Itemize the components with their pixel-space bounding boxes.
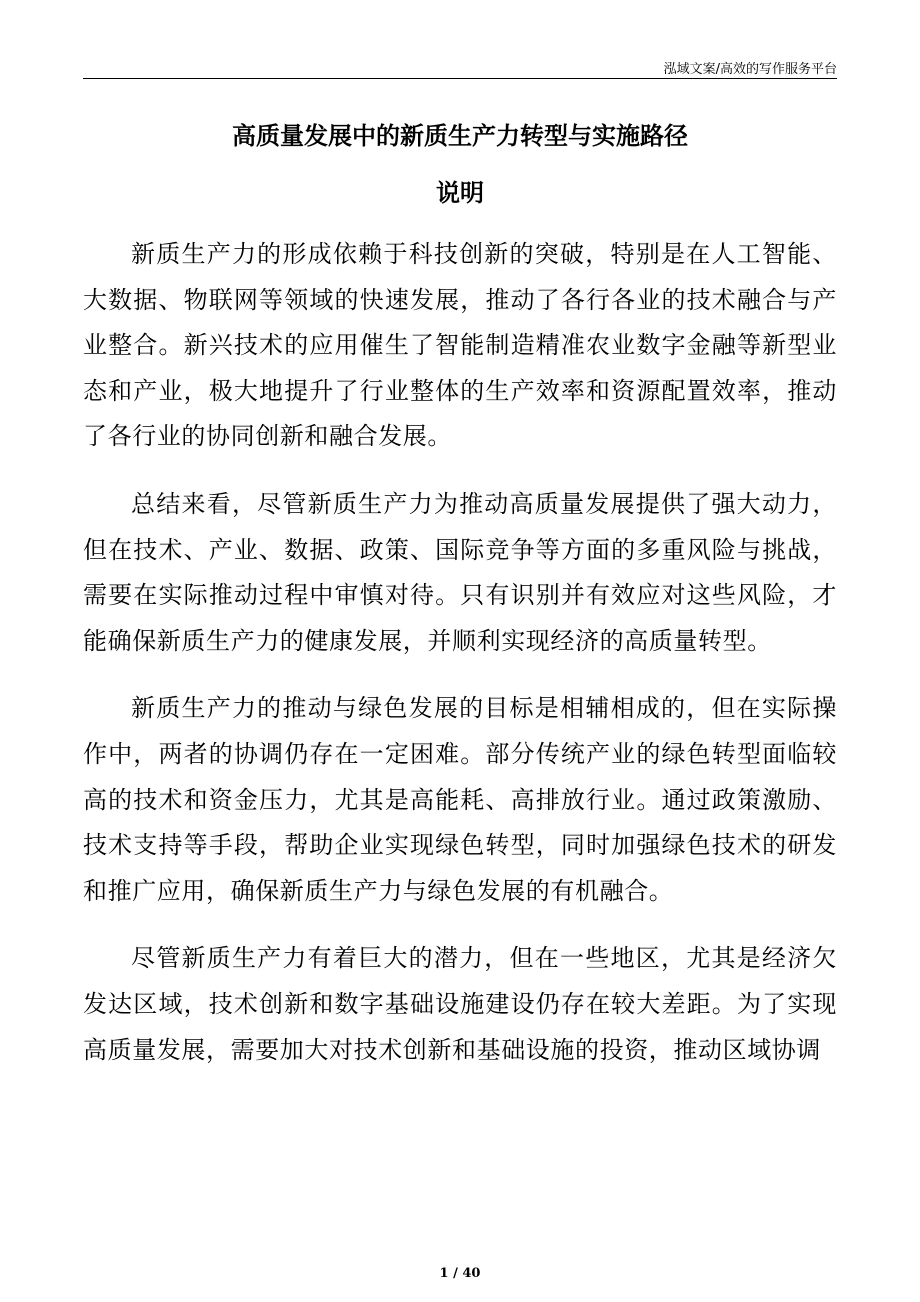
body-paragraph: 新质生产力的形成依赖于科技创新的突破，特别是在人工智能、大数据、物联网等领域的快速发展，推动了各行各业的技术融合与产业整合。新兴技术的应用催生了智能制造精准农业数字金融等新型业态和产业，极大地提升了行业整体的生产效率和资源配置效率，推动了各行业的协同创新和融合发展。	[83, 240, 837, 451]
body-paragraph: 总结来看，尽管新质生产力为推动高质量发展提供了强大动力，但在技术、产业、数据、政策、国际竞争等方面的多重风险与挑战，需要在实际推动过程中审慎对待。只有识别并有效应对这些风险，才能确保新质生产力的健康发展，并顺利实现经济的高质量转型。	[83, 489, 837, 655]
section-heading: 说明	[436, 179, 484, 207]
header-divider	[83, 78, 837, 79]
header-brand-text: 泓域文案/高效的写作服务平台	[663, 62, 837, 77]
document-title: 高质量发展中的新质生产力转型与实施路径	[232, 122, 688, 150]
document-body	[83, 232, 837, 1095]
body-paragraph: 新质生产力的推动与绿色发展的目标是相辅相成的，但在实际操作中，两者的协调仍存在一定困难。部分传统产业的绿色转型面临较高的技术和资金压力，尤其是高能耗、高排放行业。通过政策激励、技术支持等手段，帮助企业实现绿色转型，同时加强绿色技术的研发和推广应用，确保新质生产力与绿色发展的有机融合。	[83, 694, 837, 905]
page-number: 1 / 40	[439, 1266, 481, 1281]
body-paragraph: 尽管新质生产力有着巨大的潜力，但在一些地区，尤其是经济欠发达区域，技术创新和数字基础设施建设仍存在较大差距。为了实现高质量发展，需要加大对技术创新和基础设施的投资，推动区域协调	[83, 944, 837, 1064]
